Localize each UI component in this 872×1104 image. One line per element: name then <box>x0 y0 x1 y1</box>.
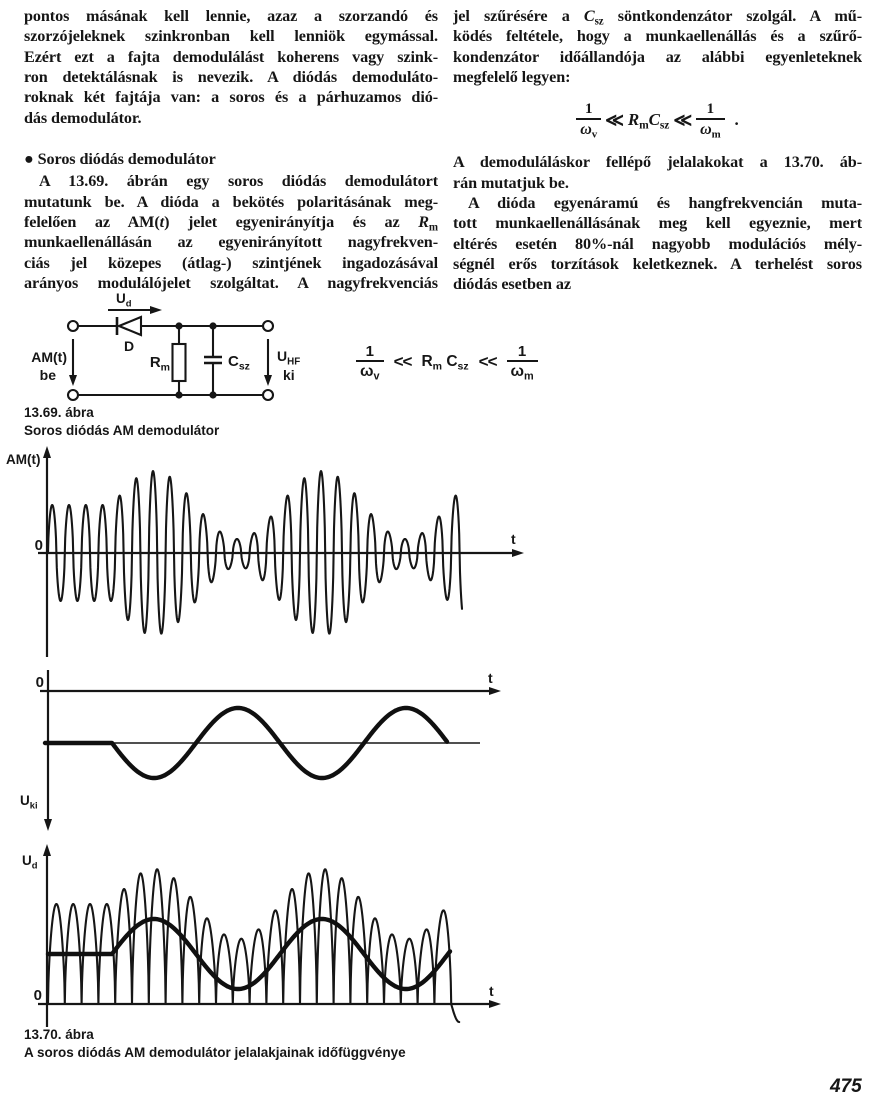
paragraph <box>453 7 862 88</box>
uki-output-waveform-plot <box>0 660 520 840</box>
text-line: szorzójeleknek szinkronban kell lenniök egymással. <box>24 27 438 46</box>
fraction <box>696 101 724 141</box>
up-arrowhead-icon <box>43 446 51 458</box>
text-line: jel szűrésére a $C_{sz}$ söntkondenzátor szolgál. A mű- <box>453 7 862 28</box>
much-less-than: << <box>393 352 412 371</box>
origin-label: 0 <box>35 674 44 691</box>
text-line: dás demodulátor. <box>24 108 142 127</box>
x-axis-label: t <box>511 531 516 547</box>
text-line: ködés feltétele, hogy a munkaellenállás és a szűrő- <box>453 27 862 46</box>
right-arrowhead-icon <box>489 1000 501 1008</box>
fraction-denominator: $\omega_m$ <box>507 360 538 380</box>
paragraph <box>24 7 438 129</box>
down-arrowhead-icon <box>44 819 52 831</box>
rc-product: $R_m$ $C_{sz}$ <box>421 353 469 373</box>
x-axis-label: t <box>489 983 494 999</box>
caption-title: 13.70. ábra <box>24 1027 94 1042</box>
output-terminal-bottom <box>263 390 273 400</box>
page-number: 475 <box>830 1076 862 1097</box>
text-line: ron detektálásnak is nevezik. A diódás demoduláto- <box>24 67 438 86</box>
y-axis-label: $U_d$ <box>22 853 38 872</box>
caption-title: 13.69. ábra <box>24 405 94 420</box>
paragraph <box>453 153 862 295</box>
right-arrowhead-icon <box>150 306 162 314</box>
caption-text: A soros diódás AM demodulátor jelalakjainak időfüggvénye <box>24 1044 406 1060</box>
origin-label: 0 <box>34 537 43 554</box>
timeconstant-inequality-annotation <box>356 340 538 384</box>
much-less-than: ≪ <box>605 109 624 130</box>
text-line: kondenzátor időállandója az alábbi egyenleteknek <box>453 47 862 66</box>
series-diode-demodulator-circuit <box>20 292 320 406</box>
be-label: be <box>39 367 56 383</box>
much-less-than: ≪ <box>673 109 693 130</box>
text-line: ségnél erős torzítások keletkeznek. A terhelést soros <box>453 254 862 273</box>
text-line: A 13.69. ábrán egy soros diódás demodulátort <box>39 172 438 191</box>
paragraph <box>24 172 438 294</box>
section-heading: ● Soros diódás demodulátor <box>24 149 216 168</box>
input-terminal-bottom <box>68 390 78 400</box>
ki-label: ki <box>283 367 295 383</box>
csz-label: $C_{sz}$ <box>228 353 250 373</box>
timeconstant-inequality-formula <box>453 97 862 143</box>
right-arrowhead-icon <box>512 549 524 557</box>
right-arrowhead-icon <box>489 687 501 695</box>
ud-voltage-label: $U_d$ <box>116 292 132 310</box>
diode-icon <box>119 317 141 335</box>
fraction <box>576 101 601 141</box>
much-less-than: << <box>478 352 497 371</box>
rm-label: $R_m$ <box>149 354 170 374</box>
am-input-waveform-plot <box>0 444 535 660</box>
text-line: munkaellenállásán az egyenirányított nagyfrekven- <box>24 233 438 252</box>
down-arrowhead-icon <box>264 375 272 386</box>
text-line: tott munkaellenállásának meg kell egyeznie, mert <box>453 214 862 233</box>
text-line: A demoduláláskor fellépő jelalakokat a 13.70. áb- <box>453 153 862 172</box>
right-column <box>453 7 862 296</box>
text-line: Ezért ezt a fajta demodulálást koherens vagy szink- <box>24 47 438 66</box>
text-line: mutatunk be. A dióda a bekötés polaritásának meg- <box>24 192 438 211</box>
fraction-denominator: $\omega_v$ <box>576 118 601 138</box>
y-axis-label: $U_{ki}$ <box>20 793 38 812</box>
resistor-icon <box>173 344 186 381</box>
text-line: ciás jel közepes (átlag-) szintjének ingadozásával <box>24 253 438 272</box>
down-arrowhead-icon <box>69 375 77 386</box>
fraction <box>507 343 538 383</box>
rectified-humps-curve <box>48 869 459 1022</box>
fraction-denominator: $\omega_v$ <box>356 360 384 380</box>
text-line: A dióda egyenáramú és hangfrekvencián muta- <box>468 193 862 212</box>
am-input-label: AM(t) <box>31 349 67 365</box>
diode-label: D <box>124 338 135 354</box>
period: . <box>734 110 739 130</box>
ud-rectified-waveform-plot <box>0 840 520 1032</box>
fraction-numerator: 1 <box>585 101 593 118</box>
rc-product: $R_mC_{sz}$ <box>627 110 670 132</box>
figure-caption-1369 <box>24 404 219 439</box>
caption-text: Soros diódás AM demodulátor <box>24 422 220 438</box>
uhf-output-label: $U_{HF}$ <box>277 348 301 368</box>
fraction-numerator: 1 <box>517 343 527 360</box>
text-line: felelően az AM(t) jelet egyenirányítja és az $R_m$ <box>24 212 438 234</box>
text-line: diódás esetben az <box>453 275 571 294</box>
fraction-numerator: 1 <box>706 101 714 118</box>
text-line: arányos modulálójelet szolgáltat. A nagyfrekvenciás <box>24 273 438 292</box>
left-column <box>24 7 438 294</box>
fraction-numerator: 1 <box>365 343 374 360</box>
fraction <box>356 343 384 383</box>
text-line: eltérés esetén 80%-nál nagyobb modulációs mély- <box>453 234 862 253</box>
x-axis-label: t <box>488 670 493 686</box>
output-terminal-top <box>263 321 273 331</box>
figure-caption-1370 <box>24 1026 406 1061</box>
text-line: megfelelő legyen: <box>453 67 571 86</box>
fraction-denominator: $\omega_m$ <box>696 118 724 138</box>
y-axis-label: AM(t) <box>6 452 41 467</box>
text-line: rán mutatjuk be. <box>453 173 569 192</box>
input-terminal-top <box>68 321 78 331</box>
text-line: roknak két fajtája van: a soros és a párhuzamos dió- <box>24 88 438 107</box>
text-line: pontos másának kell lennie, azaz a szorzandó és <box>24 7 438 25</box>
origin-label: 0 <box>33 987 42 1004</box>
up-arrowhead-icon <box>43 844 51 856</box>
